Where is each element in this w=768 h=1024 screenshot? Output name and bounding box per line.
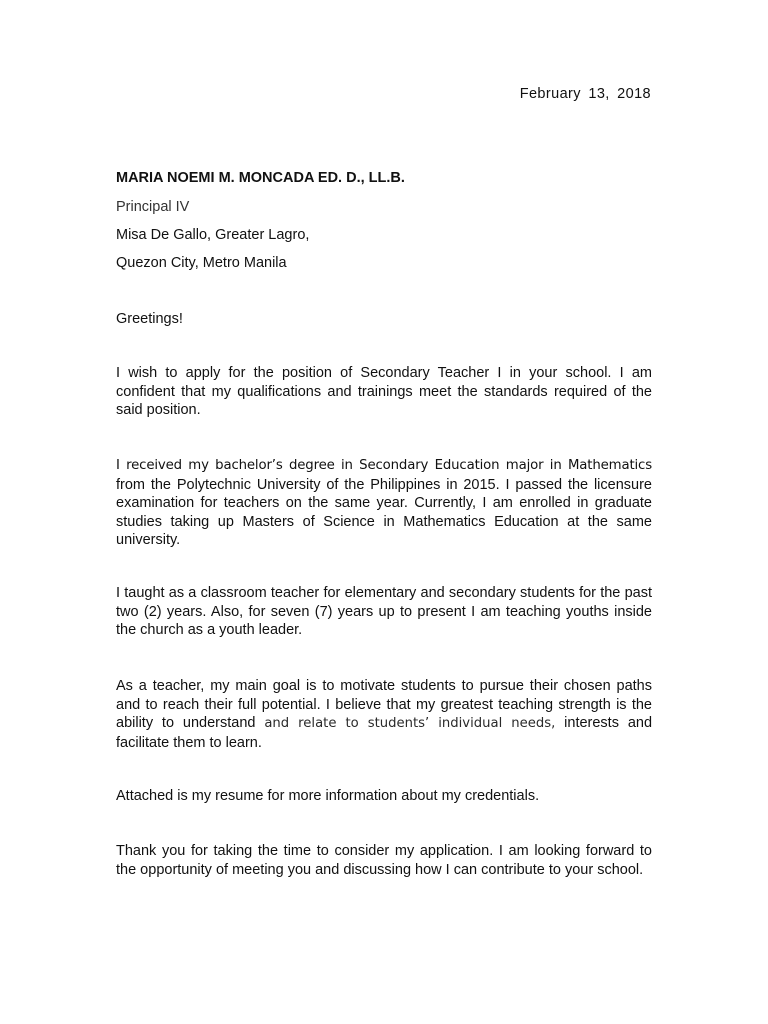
paragraph-resume: Attached is my resume for more information about my credentials.: [116, 788, 540, 804]
recipient-address-line-1: Misa De Gallo, Greater Lagro,: [116, 227, 310, 243]
letter-date: February 13, 2018: [519, 86, 651, 102]
recipient-title: Principal IV: [116, 199, 190, 215]
paragraph-closing: Thank you for taking the time to consider my application. I am looking forward to the opportunity of meeting you and discussing how I can contribute to your school.: [116, 843, 652, 878]
paragraph-education-rest: from the Polytechnic University of the Philippines in 2015. I passed the licensure examination for teachers on the same year. Currently, I am enrolled in graduate studies taking up Masters of Science in Mathematics Education at the same university.: [116, 476, 652, 548]
paragraph-experience: I taught as a classroom teacher for elementary and secondary students for the past two (2) years. Also, for seven (7) years up to present I am teaching youths inside the church as a youth leader.: [116, 585, 652, 638]
paragraph-goals-head: As a teacher, my main goal is to motivate students to pursue their chosen paths and to reach their full potential. I believe that my greatest teaching strength is the ability to understand: [116, 678, 652, 731]
paragraph-goals: [116, 677, 652, 752]
paragraph-goals-end: interests and facilitate them to learn.: [116, 715, 653, 751]
paragraph-education: [116, 456, 652, 550]
recipient-name: MARIA NOEMI M. MONCADA ED. D., LL.B.: [116, 170, 405, 186]
greeting: Greetings!: [116, 311, 183, 327]
recipient-address-line-2: Quezon City, Metro Manila: [116, 255, 287, 271]
paragraph-goals-tail: and relate to students’ individual needs,: [264, 716, 556, 731]
paragraph-education-lead: I received my bachelor’s degree in Secondary Education major in Mathematics: [116, 458, 652, 473]
paragraph-application: I wish to apply for the position of Secondary Teacher I in your school. I am confident that my qualifications and trainings meet the standards required of the said position.: [116, 365, 652, 418]
